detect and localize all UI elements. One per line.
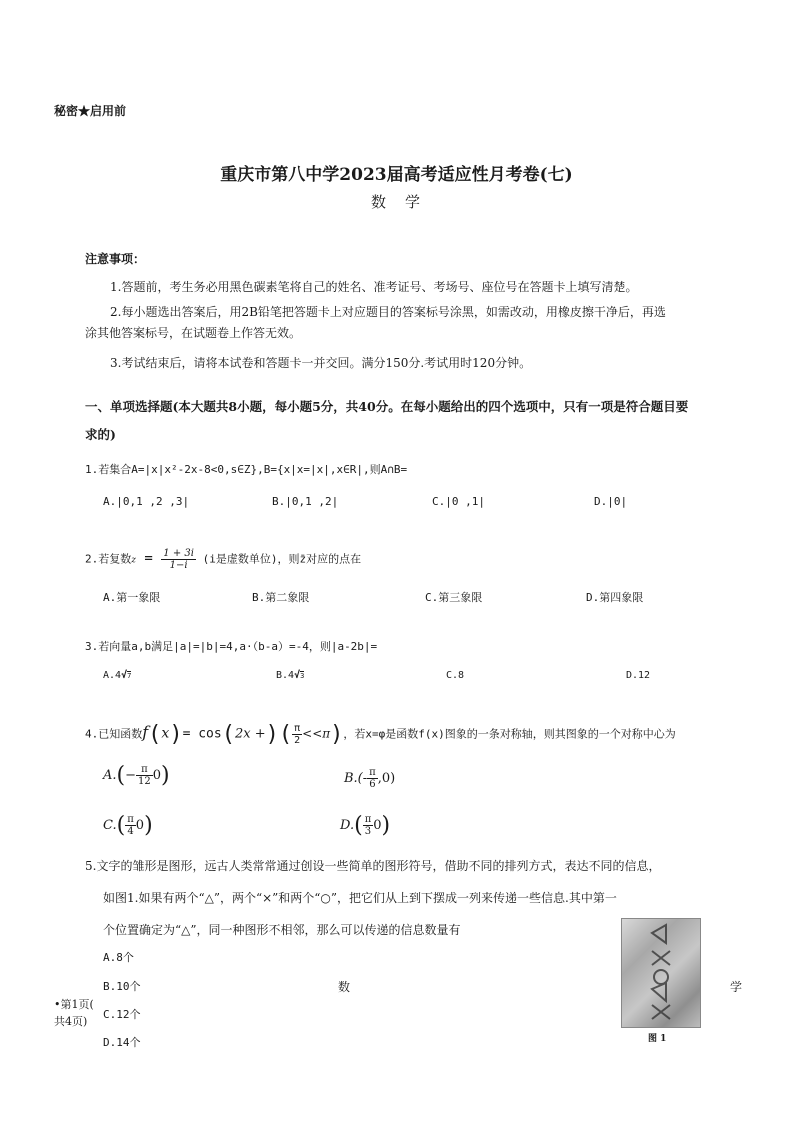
- secret-label: 秘密★启用前: [54, 104, 127, 118]
- q2-prefix: 2.若复数: [85, 552, 132, 566]
- q2-option-b: B.第二象限: [252, 591, 310, 604]
- q3-a-radicand: 7: [127, 672, 132, 680]
- q4-d-den: 3: [364, 826, 372, 837]
- q1-stem: 1.若集合A=|x|x²-2x-8<0,s∈Z},B={x|x=|x|,x∈R|,则A∩B=: [85, 463, 408, 476]
- figure-1-caption: 图 1: [648, 1034, 667, 1044]
- q5-stem-line1: 5.文字的雏形是图形，远古人类常常通过创设一些简单的图形符号，借助不同的排列方式，表达不同的信息，: [85, 859, 661, 873]
- q4-b-num: π: [369, 767, 376, 778]
- section1-heading-line1: 一、单项选择题(本大题共8小题，每小题5分，共40分。在每小题给出的四个选项中，只有一项是符合题目要: [85, 399, 689, 414]
- q2-fraction: [161, 548, 196, 571]
- q5-option-a: A.8个: [103, 951, 134, 964]
- q4-c-den: 4: [127, 826, 134, 837]
- q4-b-den: 6: [369, 779, 376, 790]
- q2-numerator: 1 + 3i: [163, 548, 194, 559]
- q4-inner: 2x +: [234, 726, 266, 742]
- q4-a-fraction: [136, 764, 153, 787]
- q4-prefix: 4.已知函数: [85, 727, 143, 741]
- page-number-line1: •第1页(: [54, 998, 94, 1011]
- q1-option-c: C.|0 ,1|: [432, 495, 485, 508]
- figure-1-image: [621, 918, 701, 1028]
- q4-cond-den: 2: [294, 735, 301, 746]
- q4-c-tail: 0: [135, 818, 145, 833]
- q4-option-c: C.( $\frac{\pi}{4}$ 0): [103, 813, 153, 838]
- q4-arg: x: [161, 725, 170, 742]
- q4-c-label: C.: [103, 818, 117, 833]
- q4-c-num: π: [127, 814, 134, 825]
- q2-option-d: D.第四象限: [586, 591, 644, 604]
- q2-var: z: [131, 555, 136, 566]
- q4-a-tail: 0: [152, 768, 162, 783]
- q5-option-d: D.14个: [103, 1036, 141, 1049]
- q3-option-b: B.4√3: [276, 670, 305, 681]
- page-number-line2: 共4页): [54, 1015, 88, 1028]
- q4-eq: = cos: [182, 726, 222, 742]
- q4-d-tail: 0: [373, 818, 382, 833]
- section1-heading-line2: 求的): [85, 427, 116, 442]
- q4-stem: 4.已知函数f(x)= cos(2x +)( $\frac{\pi}{2}$ <<π)，若x=φ是函数f(x)图象的一条对称轴，则其图象的一个对称中心为: [85, 722, 676, 747]
- q5-option-b: B.10个: [103, 980, 141, 993]
- q4-cond-rest: <<π: [302, 726, 331, 741]
- q3-option-a: A.4√7: [103, 670, 132, 681]
- q2-suffix: (i是虚数单位)，则z̄对应的点在: [202, 552, 362, 566]
- glyph-symbols: [622, 919, 700, 1027]
- q3-option-c: C.8: [446, 670, 465, 681]
- exam-subject: 数 学: [370, 193, 422, 211]
- q4-d-label: D.: [340, 818, 355, 833]
- q4-option-d: D.( $\frac{\pi}{3}$ 0): [340, 813, 391, 838]
- q2-denominator: 1−i: [169, 560, 188, 571]
- q4-b-tail: ,0): [377, 771, 396, 786]
- q2-option-a: A.第一象限: [103, 591, 161, 604]
- q3-option-d: D.12: [626, 670, 651, 681]
- q4-cond-num: π: [294, 723, 301, 734]
- q4-d-fraction: [363, 814, 374, 837]
- q5-stem-line3: 个位置确定为“△”，同一种图形不相邻，那么可以传递的信息数量有: [103, 923, 461, 937]
- notice-heading: 注意事项：: [85, 252, 146, 266]
- footer-subject-left: 数: [338, 980, 351, 994]
- q3-stem: 3.若向量a,b满足|a|=|b|=4,a·（b-a）=-4，则|a-2b|=: [85, 640, 378, 653]
- notice-item-1: 1.答题前，考生务必用黑色碳素笔将自己的姓名、准考证号、考场号、座位号在答题卡上填写清楚。: [110, 280, 638, 294]
- exam-title: 重庆市第八中学2023届高考适应性月考卷(七): [220, 165, 573, 185]
- q4-option-a: A.(− $\frac{\pi}{12}$ 0): [103, 763, 170, 788]
- q3-b-prefix: B.4: [276, 670, 295, 681]
- q4-b-label: B.(-: [344, 771, 368, 786]
- q1-option-a: A.|0,1 ,2 ,3|: [103, 495, 190, 508]
- q4-cond-fraction: [292, 723, 302, 746]
- q5-stem-line2: 如图1.如果有两个“△”，两个“×”和两个“○”，把它们从上到下摆成一列来传递一些信息.其中第一: [103, 891, 617, 905]
- q4-func: f: [142, 722, 149, 742]
- q4-option-b: [344, 767, 395, 790]
- q3-b-radicand: 3: [300, 672, 305, 680]
- q1-option-b: B.|0,1 ,2|: [272, 495, 339, 508]
- q4-a-den: 12: [138, 776, 151, 787]
- notice-item-2-line2: 涂其他答案标号，在试题卷上作答无效。: [85, 326, 302, 340]
- page-number: [54, 996, 94, 1030]
- q3-a-prefix: A.4: [103, 670, 122, 681]
- q4-c-fraction: [125, 814, 136, 837]
- notice-item-3: 3.考试结束后，请将本试卷和答题卡一并交回。满分150分.考试用时120分钟。: [110, 356, 532, 370]
- q1-option-d: D.|0|: [594, 495, 628, 508]
- q4-a-num: π: [136, 764, 153, 776]
- q4-d-num: π: [364, 814, 372, 825]
- notice-item-2-line1: 2.每小题选出答案后，用2B铅笔把答题卡上对应题目的答案标号涂黑，如需改动，用橡皮擦干净后，再选: [110, 305, 666, 319]
- q2-option-c: C.第三象限: [425, 591, 483, 604]
- q5-option-c: C.12个: [103, 1008, 141, 1021]
- q2-stem: 2.若复数z = $\frac{1 + 3i}{1-i}$ (i是虚数单位)，则z̄对应的点在: [85, 548, 362, 571]
- q4-b-fraction: [367, 767, 378, 790]
- q4-suffix: ，若x=φ是函数f(x)图象的一条对称轴，则其图象的一个对称中心为: [343, 727, 676, 741]
- q4-a-label: A.: [103, 768, 117, 783]
- footer-subject-right: 学: [730, 980, 743, 994]
